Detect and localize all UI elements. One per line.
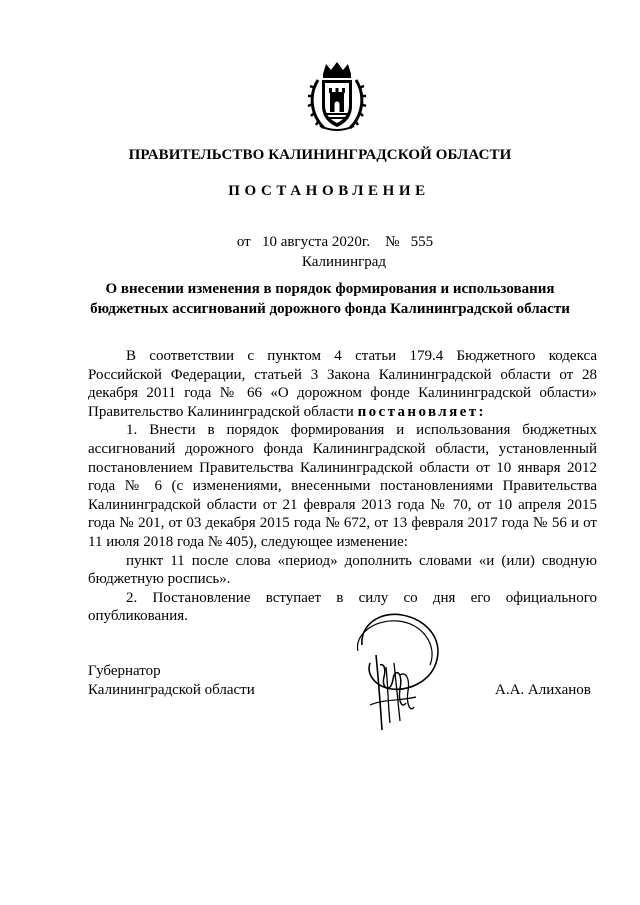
preamble-text: В соответствии с пунктом 4 статьи 179.4 Бюджетного кодекса Российской Федерации, статьей 3 Закона Калининградской области от 28 декабря 2011 года № 66 «О дорожном фонде Калининградской области» Правительство Калининградской области [88, 348, 597, 420]
document-body [88, 347, 597, 626]
item-1-paragraph: 1. Внести в порядок формирования и использования бюджетных ассигнований дорожного фонда Калининградской области, установленный постановлением Правительства Калининградской области от 10 января 2012 года № 6 (с изменениями, внесенными постановлениями Правительства Калининградской области от 21 февраля 2013 года № 70, от 10 апреля 2015 года № 201, от 03 декабря 2015 года № 672, от 13 февраля 2017 года № 56 и от 11 июля 2018 года № 405), следующее изменение: [88, 422, 597, 550]
signer-position-line-1: Губернатор [88, 663, 161, 679]
document-subject [80, 279, 580, 319]
signer-position-line-2: Калининградской области [88, 682, 255, 698]
document-date-number-line [0, 234, 640, 251]
number-sign: № [385, 234, 400, 250]
subject-line-1: О внесении изменения в порядок формирования и использования [105, 281, 555, 297]
document-city: Калининград [301, 254, 387, 270]
item-2-paragraph: 2. Постановление вступает в силу со дня его официального опубликования. [88, 589, 597, 625]
date-prefix: от [236, 234, 251, 250]
document-kind-title: ПОСТАНОВЛЕНИЕ [228, 183, 430, 199]
coat-of-arms-emblem [306, 60, 368, 134]
handwritten-signature [340, 605, 455, 737]
signer-position [88, 662, 255, 700]
preamble-paragraph [88, 347, 597, 421]
subject-line-2: бюджетных ассигнований дорожного фонда Калининградской области [90, 301, 570, 317]
item-1-change-paragraph: пункт 11 после слова «период» дополнить словами «и (или) сводную бюджетную роспись». [88, 552, 597, 588]
government-title: ПРАВИТЕЛЬСТВО КАЛИНИНГРАДСКОЙ ОБЛАСТИ [128, 147, 512, 163]
signer-name: А.А. Алиханов [495, 682, 591, 698]
document-date: 10 августа 2020г. [261, 234, 371, 250]
resolves-word: постановляет: [357, 403, 486, 420]
document-number: 555 [410, 234, 434, 250]
